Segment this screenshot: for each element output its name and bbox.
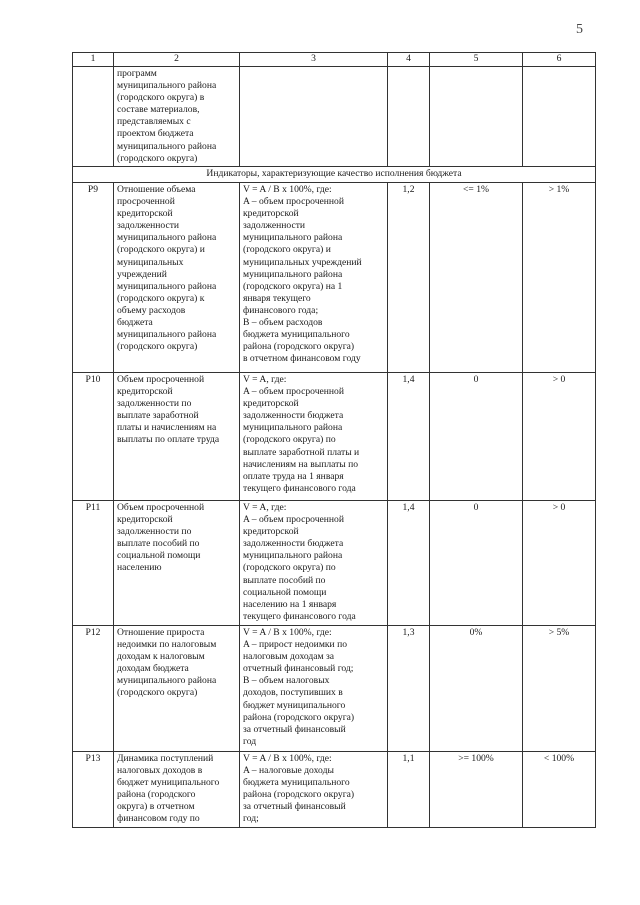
indicator-formula: V = A / B x 100%, где: A – налоговые доходы бюджета муниципального района (городского округа) за отчетный финансовый год; <box>240 752 388 828</box>
header-cell-1: 1 <box>73 53 114 67</box>
indicator-code: Р13 <box>73 752 114 828</box>
indicator-code: Р11 <box>73 501 114 626</box>
indicator-weight: 1,2 <box>388 183 430 373</box>
indicator-formula: V = A / B x 100%, где: A – прирост недоимки по налоговым доходам за отчетный финансовый год; B – объем налоговых доходов, поступивших в бюджет муниципального района (городского округа) за отчетный финансовый год <box>240 626 388 752</box>
continuation-limit-cell <box>523 67 596 167</box>
indicator-limit: < 100% <box>523 752 596 828</box>
indicator-weight: 1,1 <box>388 752 430 828</box>
table-row <box>73 373 596 501</box>
indicator-target: 0 <box>430 501 523 626</box>
indicator-limit: > 0 <box>523 501 596 626</box>
indicator-target: >= 100% <box>430 752 523 828</box>
indicator-name: Объем просроченной кредиторской задолженности по выплате заработной платы и начислениям на выплаты по оплате труда <box>114 373 240 501</box>
indicator-limit: > 5% <box>523 626 596 752</box>
indicator-weight: 1,4 <box>388 501 430 626</box>
indicator-weight: 1,4 <box>388 373 430 501</box>
header-cell-5: 5 <box>430 53 523 67</box>
table-row <box>73 626 596 752</box>
continuation-code-cell <box>73 67 114 167</box>
indicator-limit: > 0 <box>523 373 596 501</box>
continuation-row <box>73 67 596 167</box>
indicator-target: 0% <box>430 626 523 752</box>
continuation-target-cell <box>430 67 523 167</box>
table-row <box>73 501 596 626</box>
page-number: 5 <box>576 22 583 37</box>
indicator-target: 0 <box>430 373 523 501</box>
section-title: Индикаторы, характеризующие качество исполнения бюджета <box>73 167 596 183</box>
section-row <box>73 167 596 183</box>
indicator-name: Отношение объема просроченной кредиторской задолженности муниципального района (городского округа) и муниципальных учреждений муниципального района (городского округа) к объему расходов бюджета муниципального района (городского округа) <box>114 183 240 373</box>
table-row <box>73 183 596 373</box>
indicator-target: <= 1% <box>430 183 523 373</box>
header-row <box>73 53 596 67</box>
indicator-limit: > 1% <box>523 183 596 373</box>
continuation-name-cell: программ муниципального района (городского округа) в составе материалов, представляемых с проектом бюджета муниципального района (городского округа) <box>114 67 240 167</box>
header-cell-3: 3 <box>240 53 388 67</box>
indicator-formula: V = A, где: A – объем просроченной кредиторской задолженности бюджета муниципального района (городского округа) по выплате пособий по социальной помощи населению на 1 января текущего финансового года <box>240 501 388 626</box>
header-cell-6: 6 <box>523 53 596 67</box>
table-row <box>73 752 596 828</box>
header-cell-4: 4 <box>388 53 430 67</box>
indicator-formula: V = A / B x 100%, где: A – объем просроченной кредиторской задолженности муниципального района (городского округа) и муниципальных учреждений муниципального района (городского округа) на 1 января текущего финансового года; B – объем расходов бюджета муниципального района (городского округа) в отчетном финансовом году <box>240 183 388 373</box>
indicators-table <box>72 52 596 828</box>
indicator-code: Р9 <box>73 183 114 373</box>
indicator-name: Динамика поступлений налоговых доходов в бюджет муниципального района (городского округа) в отчетном финансовом году по <box>114 752 240 828</box>
continuation-formula-cell <box>240 67 388 167</box>
indicator-code: Р12 <box>73 626 114 752</box>
indicator-name: Объем просроченной кредиторской задолженности по выплате пособий по социальной помощи населению <box>114 501 240 626</box>
indicator-name: Отношение прироста недоимки по налоговым доходам к налоговым доходам бюджета муниципального района (городского округа) <box>114 626 240 752</box>
indicator-code: Р10 <box>73 373 114 501</box>
indicator-weight: 1,3 <box>388 626 430 752</box>
indicator-formula: V = A, где: A – объем просроченной кредиторской задолженности бюджета муниципального района (городского округа) по выплате заработной платы и начислениям на выплаты по оплате труда на 1 января текущего финансового года <box>240 373 388 501</box>
continuation-weight-cell <box>388 67 430 167</box>
header-cell-2: 2 <box>114 53 240 67</box>
